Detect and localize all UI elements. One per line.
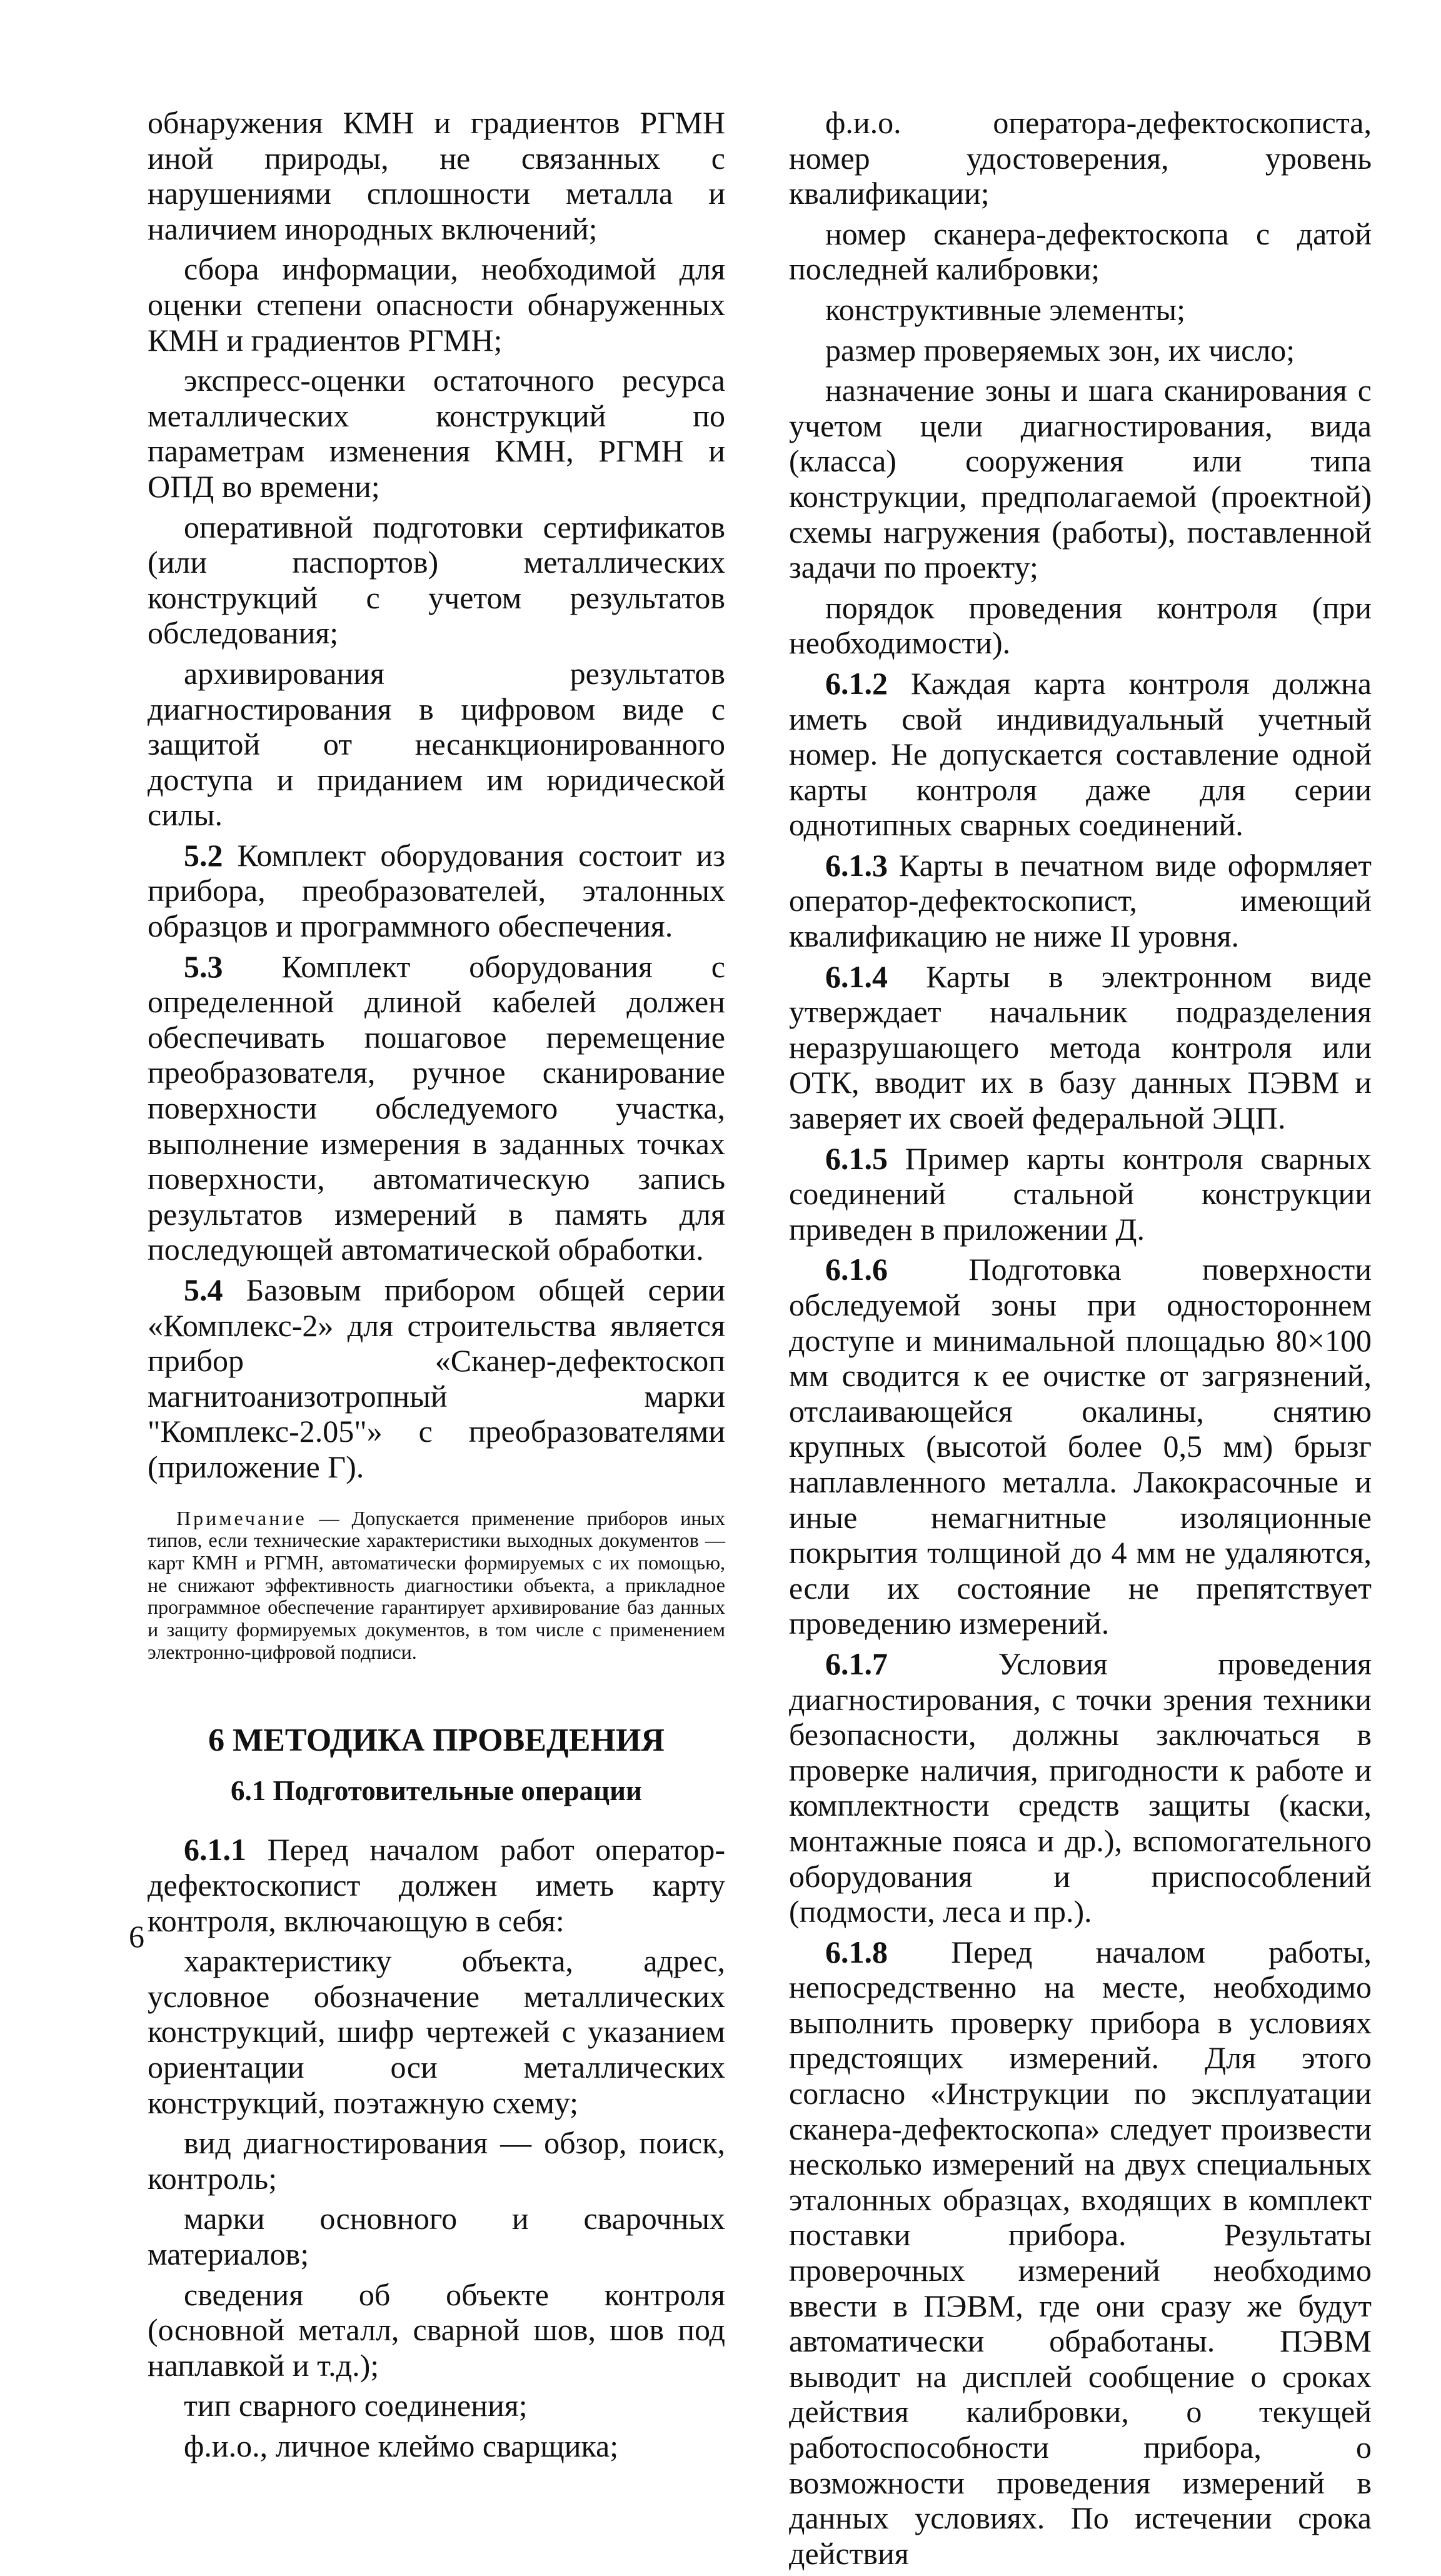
clause-6-1-6: [789, 1252, 1372, 1641]
clause-text: Базовым прибором общей серии «Комплекс-2» для строительства является прибор «Сканер-дефектоскоп магнитоанизотропный марки "Комплекс-2.05"» с преобразователями (приложение Г).: [148, 1272, 725, 1484]
clause-6-1-8: [789, 1935, 1372, 2572]
list-item: марки основного и сварочных материалов;: [148, 2201, 725, 2272]
list-item: характеристику объекта, адрес, условное обозначение металлических конструкций, шифр чертежей с указанием ориентации оси металлических конструкций, поэтажную схему;: [148, 1943, 725, 2120]
note: [148, 1507, 725, 1664]
clause-6-1-2: [789, 666, 1372, 843]
clause-text: Условия проведения диагностирования, с точки зрения техники безопасности, должны заключаться в проверке наличия, пригодности к работе и комплектности средств защиты (каски, монтажные пояса и др.), вспомогательного оборудования и приспособлений (подмости, леса и пр.).: [789, 1646, 1372, 1929]
clause-text: Перед началом работ оператор-дефектоскопист должен иметь карту контроля, включающую в себя:: [148, 1832, 725, 1938]
clause-5-2: [148, 838, 725, 944]
note-label: Примечание: [176, 1506, 307, 1529]
clause-number: 5.2: [184, 837, 223, 873]
clause-number: 6.1.1: [184, 1832, 246, 1868]
clause-text: Карты в печатном виде оформляет оператор-дефектоскопист, имеющий квалификацию не ниже II уровня.: [789, 847, 1372, 954]
clause-6-1-5: [789, 1141, 1372, 1247]
list-item: сведения об объекте контроля (основной металл, сварной шов, шов под наплавкой и т.д.);: [148, 2277, 725, 2383]
clause-6-1-3: [789, 848, 1372, 954]
clause-number: 6.1.3: [825, 847, 888, 883]
list-item: ф.и.о. оператора-дефектоскописта, номер удостоверения, уровень квалификации;: [789, 105, 1372, 211]
clause-number: 6.1.8: [825, 1934, 888, 1970]
list-item: конструктивные элементы;: [825, 291, 1186, 327]
clause-number: 6.1.4: [825, 958, 888, 994]
paragraph: сбора информации, необходимой для оценки степени опасности обнаруженных КМН и градиентов РГМН;: [148, 251, 725, 358]
paragraph: экспресс-оценки остаточного ресурса металлических конструкций по параметрам изменения КМН, РГМН и ОПД во времени;: [148, 363, 725, 504]
clause-text: Каждая карта контроля должна иметь свой индивидуальный учетный номер. Не допускается составление одной карты контроля даже для серии однотипных сварных соединений.: [789, 665, 1372, 843]
list-item: порядок проведения контроля (при необходимости).: [789, 590, 1372, 661]
clause-5-4: [148, 1272, 725, 1485]
clause-5-3: [148, 949, 725, 1267]
subsection-title: 6.1 Подготовительные операции: [231, 1775, 642, 1807]
list-item: назначение зоны и шага сканирования с учетом цели диагностирования, вида (класса) сооружения или типа конструкции, предполагаемой (проектной) схемы нагружения (работы), поставленной задачи по проекту;: [789, 373, 1372, 585]
page-number: 6: [129, 1919, 144, 1954]
right-column: [789, 105, 1372, 2576]
clause-text: Комплект оборудования с определенной длиной кабелей должен обеспечивать пошаговое перемещение преобразователя, ручное сканирование поверхности обследуемого участка, выполнение измерения в заданных точках поверхности, автоматическую запись результатов измерений в память для последующей автоматической обработки.: [148, 948, 725, 1267]
paragraph: обнаружения КМН и градиентов РГМН иной природы, не связанных с нарушениями сплошности металла и наличием инородных включений;: [148, 105, 725, 246]
section-title: 6 МЕТОДИКА ПРОВЕДЕНИЯ: [208, 1723, 665, 1759]
clause-number: 6.1.2: [825, 665, 888, 701]
list-item: вид диагностирования — обзор, поиск, контроль;: [148, 2125, 725, 2196]
clause-number: 6.1.6: [825, 1252, 888, 1287]
clause-number: 5.3: [184, 948, 223, 984]
clause-6-1-7: [789, 1646, 1372, 1929]
paragraph: оперативной подготовки сертификатов (или паспортов) металлических конструкций с учетом результатов обследования;: [148, 509, 725, 651]
clause-text: Комплект оборудования состоит из прибора, преобразователей, эталонных образцов и программного обеспечения.: [148, 837, 725, 944]
clause-text: Карты в электронном виде утверждает начальник подразделения неразрушающего метода контроля или ОТК, вводит их в базу данных ПЭВМ и заверяет их своей федеральной ЭЦП.: [789, 958, 1372, 1136]
clause-text: Подготовка поверхности обследуемой зоны при одностороннем доступе и минимальной площадью 80×100 мм сводится к ее очистке от загрязнений, отслаивающейся окалины, снятию крупных (высотой более 0,5 мм) брызг наплавленного металла. Лакокрасочные и иные немагнитные изоляционные покрытия толщиной до 4 мм не удаляются, если их состояние не препятствует проведению измерений.: [789, 1252, 1372, 1641]
list-item: ф.и.о., личное клеймо сварщика;: [184, 2428, 619, 2463]
list-item: номер сканера-дефектоскопа с датой последней калибровки;: [789, 216, 1372, 287]
left-column: [148, 105, 725, 2469]
clause-text: Пример карты контроля сварных соединений стальной конструкции приведен в приложении Д.: [789, 1140, 1372, 1247]
clause-number: 6.1.5: [825, 1140, 888, 1176]
note-text: — Допускается применение приборов иных типов, если технические характеристики выходных документов — карт КМН и РГМН, автоматически формируемых с их помощью, не снижают эффективность диагностики объекта, а прикладное программное обеспечение гарантирует архивирование баз данных и защиту формируемых документов, в том числе с применением электронно-цифровой подписи.: [148, 1506, 725, 1663]
clause-6-1-4: [789, 959, 1372, 1136]
list-item: тип сварного соединения;: [184, 2388, 528, 2423]
list-item: размер проверяемых зон, их число;: [825, 332, 1295, 368]
clause-6-1-1: [148, 1832, 725, 1938]
clause-text: Перед началом работы, непосредственно на месте, необходимо выполнить проверку прибора в условиях предстоящих измерений. Для этого согласно «Инструкции по эксплуатации сканера-дефектоскопа» следует произвести несколько измерений на двух специальных эталонных образцах, входящих в комплект поставки прибора. Результаты проверочных измерений необходимо ввести в ПЭВМ, где они сразу же будут автоматически обработаны. ПЭВМ выводит на дисплей сообщение о сроках действия калибровки, о текущей работоспособности прибора, о возможности проведения измерений в данных условиях. По истечении срока действия: [789, 1934, 1372, 2571]
paragraph: архивирования результатов диагностирования в цифровом виде с защитой от несанкционированного доступа и приданием им юридической силы.: [148, 655, 725, 833]
clause-number: 5.4: [184, 1272, 223, 1307]
clause-number: 6.1.7: [825, 1646, 888, 1681]
